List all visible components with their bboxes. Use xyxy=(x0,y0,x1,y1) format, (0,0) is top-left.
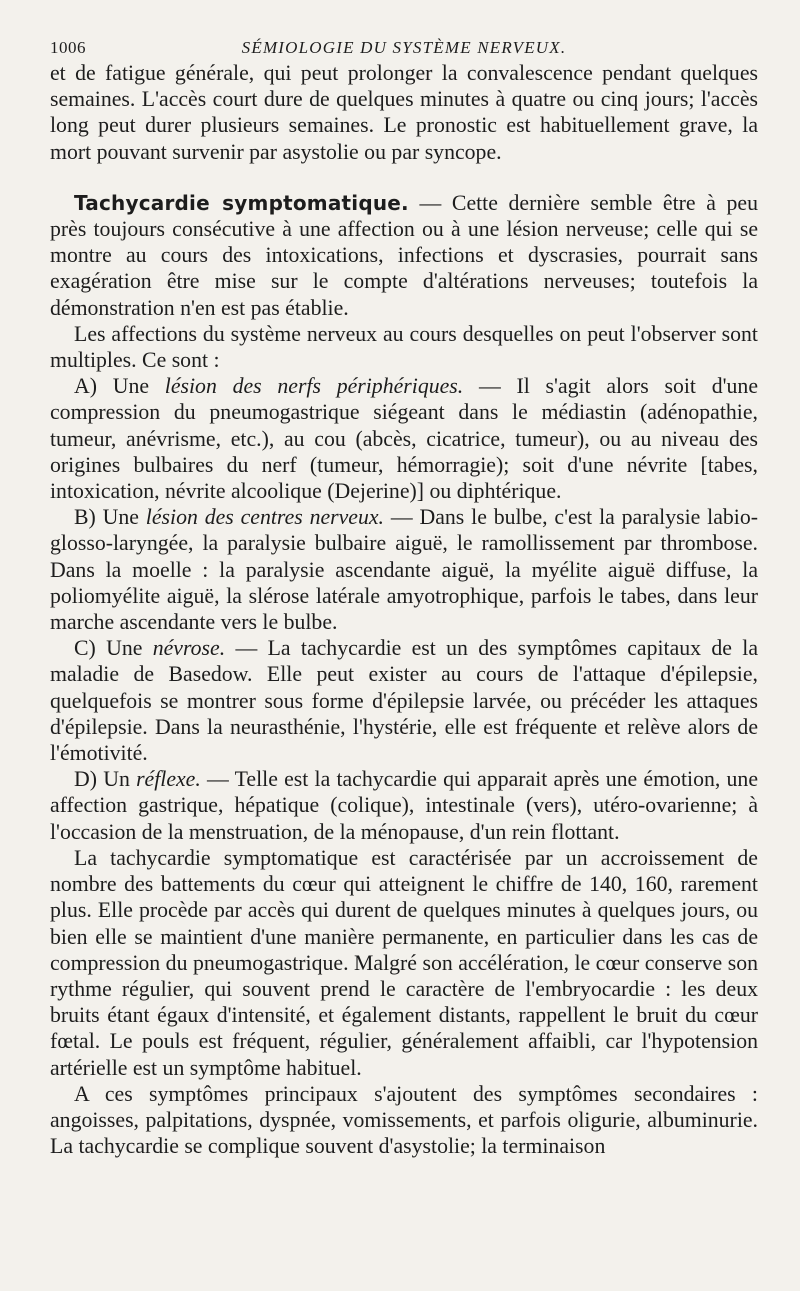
item-text: — Il s'agit alors soit d'une compression du pneumogastrique siégeant dans le médiastin (adénopathie, tumeur, anévrisme, etc.), au cou (abcès, cicatrice, tumeur), ou au niveau des origines bulbaires du nerf (tumeur, hémorragie); soit d'une névrite [tabes, intoxication, névrite alcoolique (Dejerine)] ou diphtérique. xyxy=(50,374,758,504)
item-label: C) Une xyxy=(74,636,153,661)
item-title: réflexe. xyxy=(136,767,201,792)
paragraph-item-b xyxy=(50,504,758,635)
paragraph-tachycardie-symptomatique xyxy=(50,190,758,321)
paragraph-characteristics: La tachycardie symptomatique est caractérisée par un accroissement de nombre des battements du cœur qui atteignent le chiffre de 140, 160, rarement plus. Elle procède par accès qui durent de quelques minutes à quelques jours, ou bien elle se maintient d'une manière permanente, en particulier dans les cas de compression du pneumogastrique. Malgré son accélération, le cœur conserve son rythme régulier, qui souvent prend le caractère de l'embryocardie : les deux bruits étant égaux d'intensité, et également distants, rappellent le bruit du cœur fœtal. Le pouls est fréquent, régulier, généralement affaibli, car l'hypotension artérielle est un symptôme habituel. xyxy=(50,845,758,1080)
paragraph-continuation: et de fatigue générale, qui peut prolonger la convalescence pendant quelques semaines. L'accès court dure de quelques minutes à quatre ou cinq jours; l'accès long peut durer plusieurs semaines. Le pronostic est habituellement grave, la mort pouvant survenir par asystolie ou par syncope. xyxy=(50,61,758,164)
item-label: B) Une xyxy=(74,505,146,530)
item-title: lésion des nerfs périphériques. xyxy=(164,374,464,399)
paragraph-item-c xyxy=(50,635,758,766)
paragraph-item-a xyxy=(50,373,758,504)
item-label: A) Une xyxy=(74,374,165,399)
item-text: — La tachycardie est un des symptômes capitaux de la maladie de Basedow. Elle peut exister au cours de l'attaque d'épilepsie, quelquefois se montrer sous forme d'épilepsie larvée, ou précéder les attaques d'épilepsie. Dans la neurasthénie, l'hystérie, elle est fréquente et relève alors de l'émotivité. xyxy=(50,636,758,766)
body-text xyxy=(50,60,758,1159)
page-header xyxy=(50,30,758,60)
item-title: névrose. xyxy=(152,636,226,661)
section-heading: Tachycardie symptomatique. xyxy=(74,190,409,215)
paragraph-secondary-symptoms: A ces symptômes principaux s'ajoutent des symptômes secondaires : angoisses, palpitations, dyspnée, vomissements, et parfois oligurie, albuminurie. La tachycardie se complique souvent d'asystolie; la terminaison xyxy=(50,1081,758,1159)
running-title: SÉMIOLOGIE DU SYSTÈME NERVEUX. xyxy=(241,38,567,57)
paragraph-intro-list: Les affections du système nerveux au cours desquelles on peut l'observer sont multiples. Ce sont : xyxy=(50,321,758,373)
item-title: lésion des centres nerveux. xyxy=(145,505,385,530)
item-text: — Telle est la tachycardie qui apparait après une émotion, une affection gastrique, hépatique (colique), intestinale (vers), utéro-ovarienne; à l'occasion de la menstruation, de la ménopause, d'un rein flottant. xyxy=(50,767,758,844)
paragraph-item-d xyxy=(50,766,758,845)
item-label: D) Un xyxy=(74,767,137,792)
item-text: — Dans le bulbe, c'est la paralysie labio-glosso-laryngée, la paralysie bulbaire aiguë, le ramollissement par thrombose. Dans la moelle : la paralysie ascendante aiguë, la myélite aiguë diffuse, la poliomyélite aiguë, la slérose latérale amyotrophique, parfois le tabes, dans leur marche ascendante vers le bulbe. xyxy=(50,505,759,635)
paragraph-text: — Cette dernière semble être à peu près toujours consécutive à une affection ou à une lésion nerveuse; celle qui se montre au cours des intoxications, infections et dyscrasies, pourrait sans exagération être mise sur le compte d'altérations nerveuses; toutefois la démonstration n'en est pas établie. xyxy=(50,190,758,320)
page-number: 1006 xyxy=(50,38,86,57)
